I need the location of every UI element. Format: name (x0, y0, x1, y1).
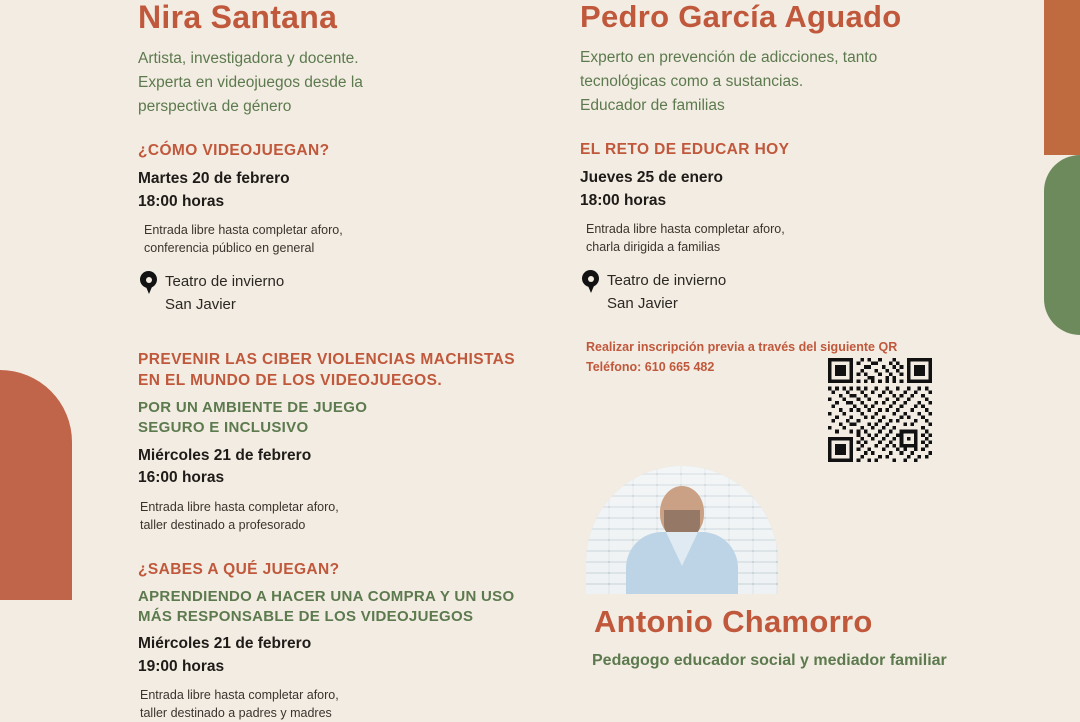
registration-line: Realizar inscripción previa a través del siguiente QR (586, 340, 898, 355)
session-title-line: EN EL MUNDO DE LOS VIDEOJUEGOS. (138, 372, 443, 390)
venue-line: Teatro de invierno (607, 272, 727, 290)
session-note (586, 220, 1010, 256)
session-time-text: 16:00 horas (138, 469, 225, 487)
session-date (138, 168, 558, 213)
session-date-text: Martes 20 de febrero (138, 170, 290, 188)
session-time-text: 18:00 horas (138, 192, 225, 210)
session-note-line: charla dirigida a familias (586, 240, 721, 255)
speaker-name-left: Nira Santana (138, 0, 338, 35)
session-title-line: ¿CÓMO VIDEOJUEGAN? (138, 142, 330, 160)
registration-info (586, 337, 1010, 377)
decorative-block-rust (0, 370, 72, 600)
session-subtitle-line: POR UN AMBIENTE DE JUEGO (138, 399, 368, 417)
session-date (138, 445, 558, 490)
session-time-text: 18:00 horas (580, 191, 667, 209)
right-column (580, 0, 1010, 377)
session-subtitle-line: MÁS RESPONSABLE DE LOS VIDEOJUEGOS (138, 608, 474, 626)
speaker-role-bottom: Pedagogo educador social y mediador familiar (592, 652, 947, 669)
location-pin-icon (140, 271, 157, 296)
session-note-line: conferencia público en general (144, 241, 315, 256)
session-note (144, 221, 558, 257)
session-date (138, 633, 558, 678)
speaker-name-right: Pedro García Aguado (580, 0, 902, 34)
session-note-line: Entrada libre hasta completar aforo, (140, 688, 339, 703)
session-block (580, 140, 1010, 315)
session-subtitle (138, 587, 558, 628)
venue-row (582, 270, 1010, 315)
speaker-name-bottom: Antonio Chamorro (594, 604, 873, 639)
speaker-role-left (138, 47, 558, 119)
session-time-text: 19:00 horas (138, 657, 225, 675)
session-date-text: Jueves 25 de enero (580, 169, 724, 187)
session-note (140, 498, 558, 534)
venue-line: Teatro de invierno (165, 273, 285, 291)
venue-line: San Javier (607, 294, 678, 312)
session-date-text: Miércoles 21 de febrero (138, 635, 312, 653)
session-subtitle (138, 398, 558, 439)
session-note-line: taller destinado a padres y madres (140, 706, 332, 721)
role-line: perspectiva de género (138, 98, 292, 116)
session-note-line: Entrada libre hasta completar aforo, (140, 499, 339, 514)
role-line: tecnológicas como a sustancias. (580, 73, 804, 91)
speaker-role-right (580, 46, 1010, 118)
session-block (138, 560, 558, 722)
role-line: Artista, investigadora y docente. (138, 50, 359, 68)
session-note-line: taller destinado a profesorado (140, 517, 306, 532)
session-title (138, 350, 558, 392)
session-date-text: Miércoles 21 de febrero (138, 446, 312, 464)
qr-code-image (828, 358, 932, 462)
role-line: Experta en videojuegos desde la (138, 74, 363, 92)
decorative-block-green (1044, 155, 1080, 335)
session-date (580, 167, 1010, 212)
decorative-block-brown (1044, 0, 1080, 155)
venue-text (607, 270, 726, 315)
left-column (138, 0, 558, 722)
role-line: Educador de familias (580, 97, 725, 115)
venue-row (140, 271, 558, 316)
session-block (138, 141, 558, 316)
session-title (138, 141, 558, 162)
role-line: Experto en prevención de adicciones, tanto (580, 49, 878, 67)
session-title-line: PREVENIR LAS CIBER VIOLENCIAS MACHISTAS (138, 351, 516, 369)
session-title (138, 560, 558, 581)
qr-code[interactable] (828, 358, 932, 462)
venue-text (165, 271, 284, 316)
session-title-line: ¿SABES A QUÉ JUEGAN? (138, 560, 340, 578)
session-note (140, 686, 558, 722)
venue-line: San Javier (165, 295, 236, 313)
registration-phone: Teléfono: 610 665 482 (586, 360, 715, 375)
location-pin-icon (582, 270, 599, 295)
session-note-line: Entrada libre hasta completar aforo, (586, 222, 785, 236)
session-note-line: Entrada libre hasta completar aforo, (144, 223, 343, 238)
session-subtitle-line: APRENDIENDO A HACER UNA COMPRA Y UN USO (138, 587, 515, 605)
session-subtitle-line: SEGURO E INCLUSIVO (138, 419, 309, 437)
session-block (138, 350, 558, 534)
avatar (586, 466, 778, 594)
session-title: EL RETO DE EDUCAR HOY (580, 141, 790, 159)
